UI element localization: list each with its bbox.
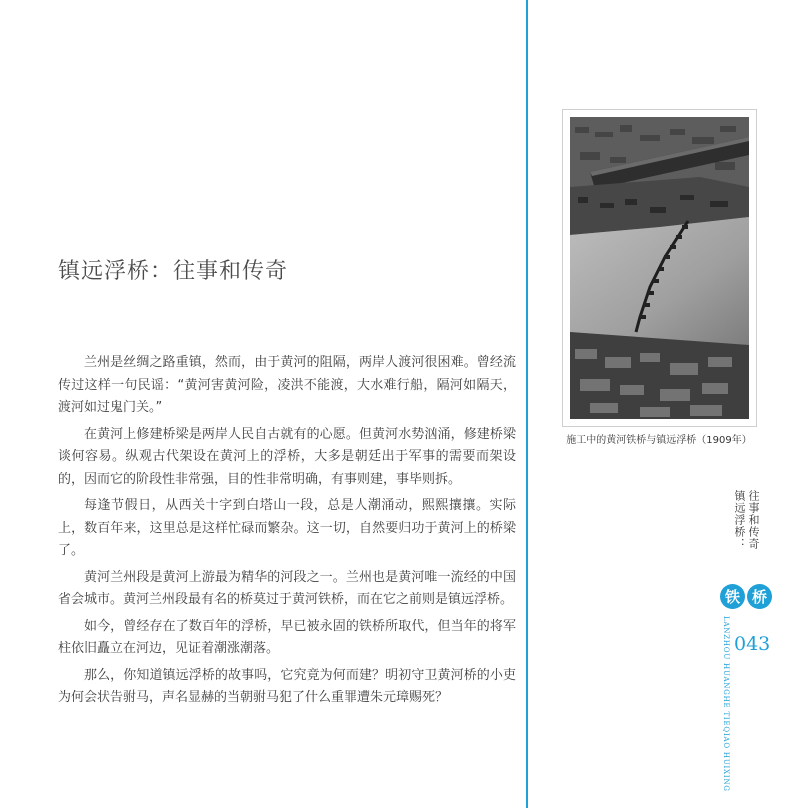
photo-caption: 施工中的黄河铁桥与镇远浮桥（1909年） <box>566 435 752 446</box>
page-number: 043 <box>734 633 771 655</box>
paragraph: 兰州是丝绸之路重镇，然而，由于黄河的阻隔，两岸人渡河很困难。曾经流传过这样一句民谣：“黄河害黄河险，凌洪不能渡，大水难行船，隔河如隔天，渡河如过鬼门关。” <box>58 355 516 415</box>
paragraph: 在黄河上修建桥梁是两岸人民自古就有的心愿。但黄河水势汹涌，修建桥梁谈何容易。纵观古代架设在黄河上的浮桥，大多是朝廷出于军事的需要而架设的，因而它的阶段性非常强，目的性非常明确，有事则建，事毕则拆。 <box>58 426 516 487</box>
paragraph: 黄河兰州段是黄河上游最为精华的河段之一。兰州也是黄河唯一流经的中国省会城市。黄河兰州段最有名的桥莫过于黄河铁桥，而在它之前则是镇远浮桥。 <box>58 569 516 607</box>
paragraph: 那么，你知道镇远浮桥的故事吗，它究竟为何而建？明初守卫黄河桥的小吏为何会状告驸马，声名显赫的当朝驸马犯了什么重罪遭朱元璋赐死？ <box>58 667 516 705</box>
book-logo-circle: 铁 <box>720 584 745 609</box>
body-text <box>58 352 516 714</box>
running-header-line-2: 往事和传奇 <box>747 490 760 550</box>
pinyin-series-title: LANZHOU HUANGHE TIEQIAO HUIXING <box>722 616 730 792</box>
paragraph: 每逢节假日，从西关十字到白塔山一段，总是人潮涌动，熙熙攘攘。实际上，数百年来，这里总是这样忙碌而繁杂。这一切，自然要归功于黄河上的桥梁了。 <box>58 498 516 558</box>
running-header-line-1: 镇远浮桥： <box>733 490 746 550</box>
historical-photo-frame <box>562 109 757 427</box>
paragraph: 如今，曾经存在了数百年的浮桥，早已被永固的铁桥所取代，但当年的将军柱依旧矗立在河边，见证着潮涨潮落。 <box>58 618 516 656</box>
vertical-divider-line <box>526 0 528 808</box>
book-logo-circle: 桥 <box>747 584 772 609</box>
chapter-title: 镇远浮桥：往事和传奇 <box>58 259 289 284</box>
bridge-construction-photo <box>570 117 749 419</box>
